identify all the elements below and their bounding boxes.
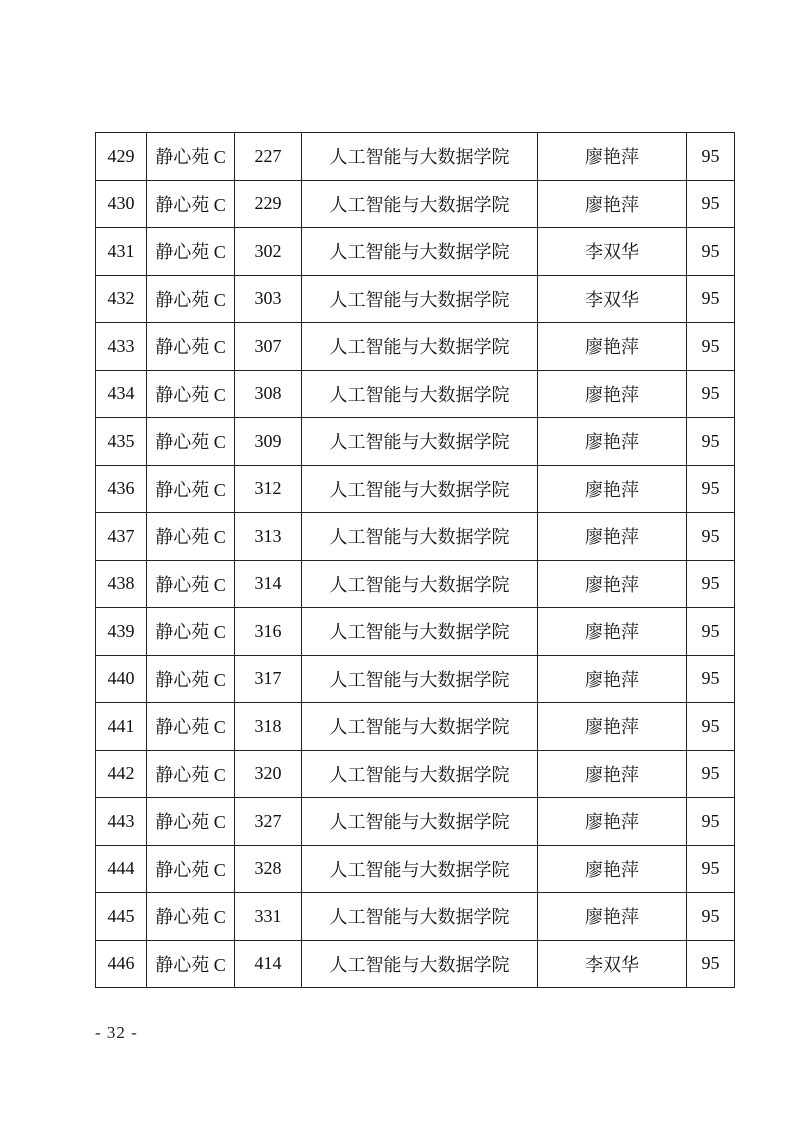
room-number-cell: 314 xyxy=(235,560,302,608)
college-cell: 人工智能与大数据学院 xyxy=(302,703,538,751)
row-number-cell: 442 xyxy=(96,750,147,798)
teacher-cell: 廖艳萍 xyxy=(538,798,687,846)
teacher-cell: 廖艳萍 xyxy=(538,418,687,466)
teacher-cell: 李双华 xyxy=(538,275,687,323)
page-number: - 32 - xyxy=(95,1023,138,1042)
room-number-cell: 320 xyxy=(235,750,302,798)
college-cell: 人工智能与大数据学院 xyxy=(302,513,538,561)
table-row xyxy=(96,513,735,561)
row-number-cell: 440 xyxy=(96,655,147,703)
score-cell: 95 xyxy=(687,703,735,751)
row-number-cell: 431 xyxy=(96,228,147,276)
teacher-cell: 廖艳萍 xyxy=(538,465,687,513)
teacher-cell: 廖艳萍 xyxy=(538,655,687,703)
room-number-cell: 328 xyxy=(235,845,302,893)
room-number-cell: 312 xyxy=(235,465,302,513)
teacher-cell: 廖艳萍 xyxy=(538,703,687,751)
college-cell: 人工智能与大数据学院 xyxy=(302,798,538,846)
table-row xyxy=(96,750,735,798)
teacher-cell: 廖艳萍 xyxy=(538,370,687,418)
table-row xyxy=(96,893,735,941)
college-cell: 人工智能与大数据学院 xyxy=(302,465,538,513)
table-row xyxy=(96,323,735,371)
score-cell: 95 xyxy=(687,465,735,513)
room-number-cell: 316 xyxy=(235,608,302,656)
teacher-cell: 廖艳萍 xyxy=(538,845,687,893)
college-cell: 人工智能与大数据学院 xyxy=(302,940,538,988)
row-number-cell: 432 xyxy=(96,275,147,323)
room-number-cell: 331 xyxy=(235,893,302,941)
row-number-cell: 446 xyxy=(96,940,147,988)
room-number-cell: 317 xyxy=(235,655,302,703)
building-cell: 静心苑 C xyxy=(147,418,235,466)
college-cell: 人工智能与大数据学院 xyxy=(302,228,538,276)
score-cell: 95 xyxy=(687,323,735,371)
score-cell: 95 xyxy=(687,655,735,703)
teacher-cell: 廖艳萍 xyxy=(538,513,687,561)
room-number-cell: 308 xyxy=(235,370,302,418)
college-cell: 人工智能与大数据学院 xyxy=(302,275,538,323)
table-row xyxy=(96,560,735,608)
room-number-cell: 309 xyxy=(235,418,302,466)
building-cell: 静心苑 C xyxy=(147,323,235,371)
college-cell: 人工智能与大数据学院 xyxy=(302,323,538,371)
score-cell: 95 xyxy=(687,893,735,941)
building-cell: 静心苑 C xyxy=(147,655,235,703)
row-number-cell: 435 xyxy=(96,418,147,466)
building-cell: 静心苑 C xyxy=(147,893,235,941)
room-number-cell: 303 xyxy=(235,275,302,323)
dormitory-score-table xyxy=(95,132,735,988)
building-cell: 静心苑 C xyxy=(147,940,235,988)
row-number-cell: 433 xyxy=(96,323,147,371)
table-row xyxy=(96,133,735,181)
table-row xyxy=(96,465,735,513)
row-number-cell: 445 xyxy=(96,893,147,941)
college-cell: 人工智能与大数据学院 xyxy=(302,845,538,893)
building-cell: 静心苑 C xyxy=(147,560,235,608)
college-cell: 人工智能与大数据学院 xyxy=(302,608,538,656)
table-row xyxy=(96,228,735,276)
college-cell: 人工智能与大数据学院 xyxy=(302,133,538,181)
row-number-cell: 444 xyxy=(96,845,147,893)
score-cell: 95 xyxy=(687,513,735,561)
score-cell: 95 xyxy=(687,560,735,608)
college-cell: 人工智能与大数据学院 xyxy=(302,560,538,608)
teacher-cell: 廖艳萍 xyxy=(538,608,687,656)
teacher-cell: 李双华 xyxy=(538,228,687,276)
room-number-cell: 227 xyxy=(235,133,302,181)
building-cell: 静心苑 C xyxy=(147,798,235,846)
score-cell: 95 xyxy=(687,133,735,181)
building-cell: 静心苑 C xyxy=(147,845,235,893)
building-cell: 静心苑 C xyxy=(147,133,235,181)
score-cell: 95 xyxy=(687,608,735,656)
table-row xyxy=(96,655,735,703)
score-cell: 95 xyxy=(687,180,735,228)
row-number-cell: 437 xyxy=(96,513,147,561)
score-cell: 95 xyxy=(687,275,735,323)
score-cell: 95 xyxy=(687,798,735,846)
table-row xyxy=(96,418,735,466)
building-cell: 静心苑 C xyxy=(147,513,235,561)
score-cell: 95 xyxy=(687,418,735,466)
row-number-cell: 429 xyxy=(96,133,147,181)
table-row xyxy=(96,703,735,751)
room-number-cell: 414 xyxy=(235,940,302,988)
building-cell: 静心苑 C xyxy=(147,275,235,323)
row-number-cell: 439 xyxy=(96,608,147,656)
college-cell: 人工智能与大数据学院 xyxy=(302,893,538,941)
teacher-cell: 廖艳萍 xyxy=(538,323,687,371)
college-cell: 人工智能与大数据学院 xyxy=(302,370,538,418)
building-cell: 静心苑 C xyxy=(147,180,235,228)
score-cell: 95 xyxy=(687,940,735,988)
teacher-cell: 廖艳萍 xyxy=(538,750,687,798)
row-number-cell: 441 xyxy=(96,703,147,751)
building-cell: 静心苑 C xyxy=(147,465,235,513)
college-cell: 人工智能与大数据学院 xyxy=(302,180,538,228)
teacher-cell: 李双华 xyxy=(538,940,687,988)
row-number-cell: 438 xyxy=(96,560,147,608)
row-number-cell: 443 xyxy=(96,798,147,846)
room-number-cell: 229 xyxy=(235,180,302,228)
college-cell: 人工智能与大数据学院 xyxy=(302,418,538,466)
table-row xyxy=(96,798,735,846)
row-number-cell: 430 xyxy=(96,180,147,228)
score-cell: 95 xyxy=(687,845,735,893)
room-number-cell: 307 xyxy=(235,323,302,371)
table-row xyxy=(96,180,735,228)
teacher-cell: 廖艳萍 xyxy=(538,893,687,941)
college-cell: 人工智能与大数据学院 xyxy=(302,750,538,798)
table-row xyxy=(96,275,735,323)
building-cell: 静心苑 C xyxy=(147,228,235,276)
college-cell: 人工智能与大数据学院 xyxy=(302,655,538,703)
score-cell: 95 xyxy=(687,750,735,798)
room-number-cell: 327 xyxy=(235,798,302,846)
building-cell: 静心苑 C xyxy=(147,370,235,418)
room-number-cell: 313 xyxy=(235,513,302,561)
teacher-cell: 廖艳萍 xyxy=(538,133,687,181)
score-cell: 95 xyxy=(687,228,735,276)
table-body xyxy=(96,133,735,988)
teacher-cell: 廖艳萍 xyxy=(538,180,687,228)
table-row xyxy=(96,370,735,418)
building-cell: 静心苑 C xyxy=(147,703,235,751)
row-number-cell: 436 xyxy=(96,465,147,513)
score-cell: 95 xyxy=(687,370,735,418)
teacher-cell: 廖艳萍 xyxy=(538,560,687,608)
room-number-cell: 318 xyxy=(235,703,302,751)
table-row xyxy=(96,940,735,988)
building-cell: 静心苑 C xyxy=(147,608,235,656)
table-row xyxy=(96,608,735,656)
room-number-cell: 302 xyxy=(235,228,302,276)
table-row xyxy=(96,845,735,893)
building-cell: 静心苑 C xyxy=(147,750,235,798)
row-number-cell: 434 xyxy=(96,370,147,418)
